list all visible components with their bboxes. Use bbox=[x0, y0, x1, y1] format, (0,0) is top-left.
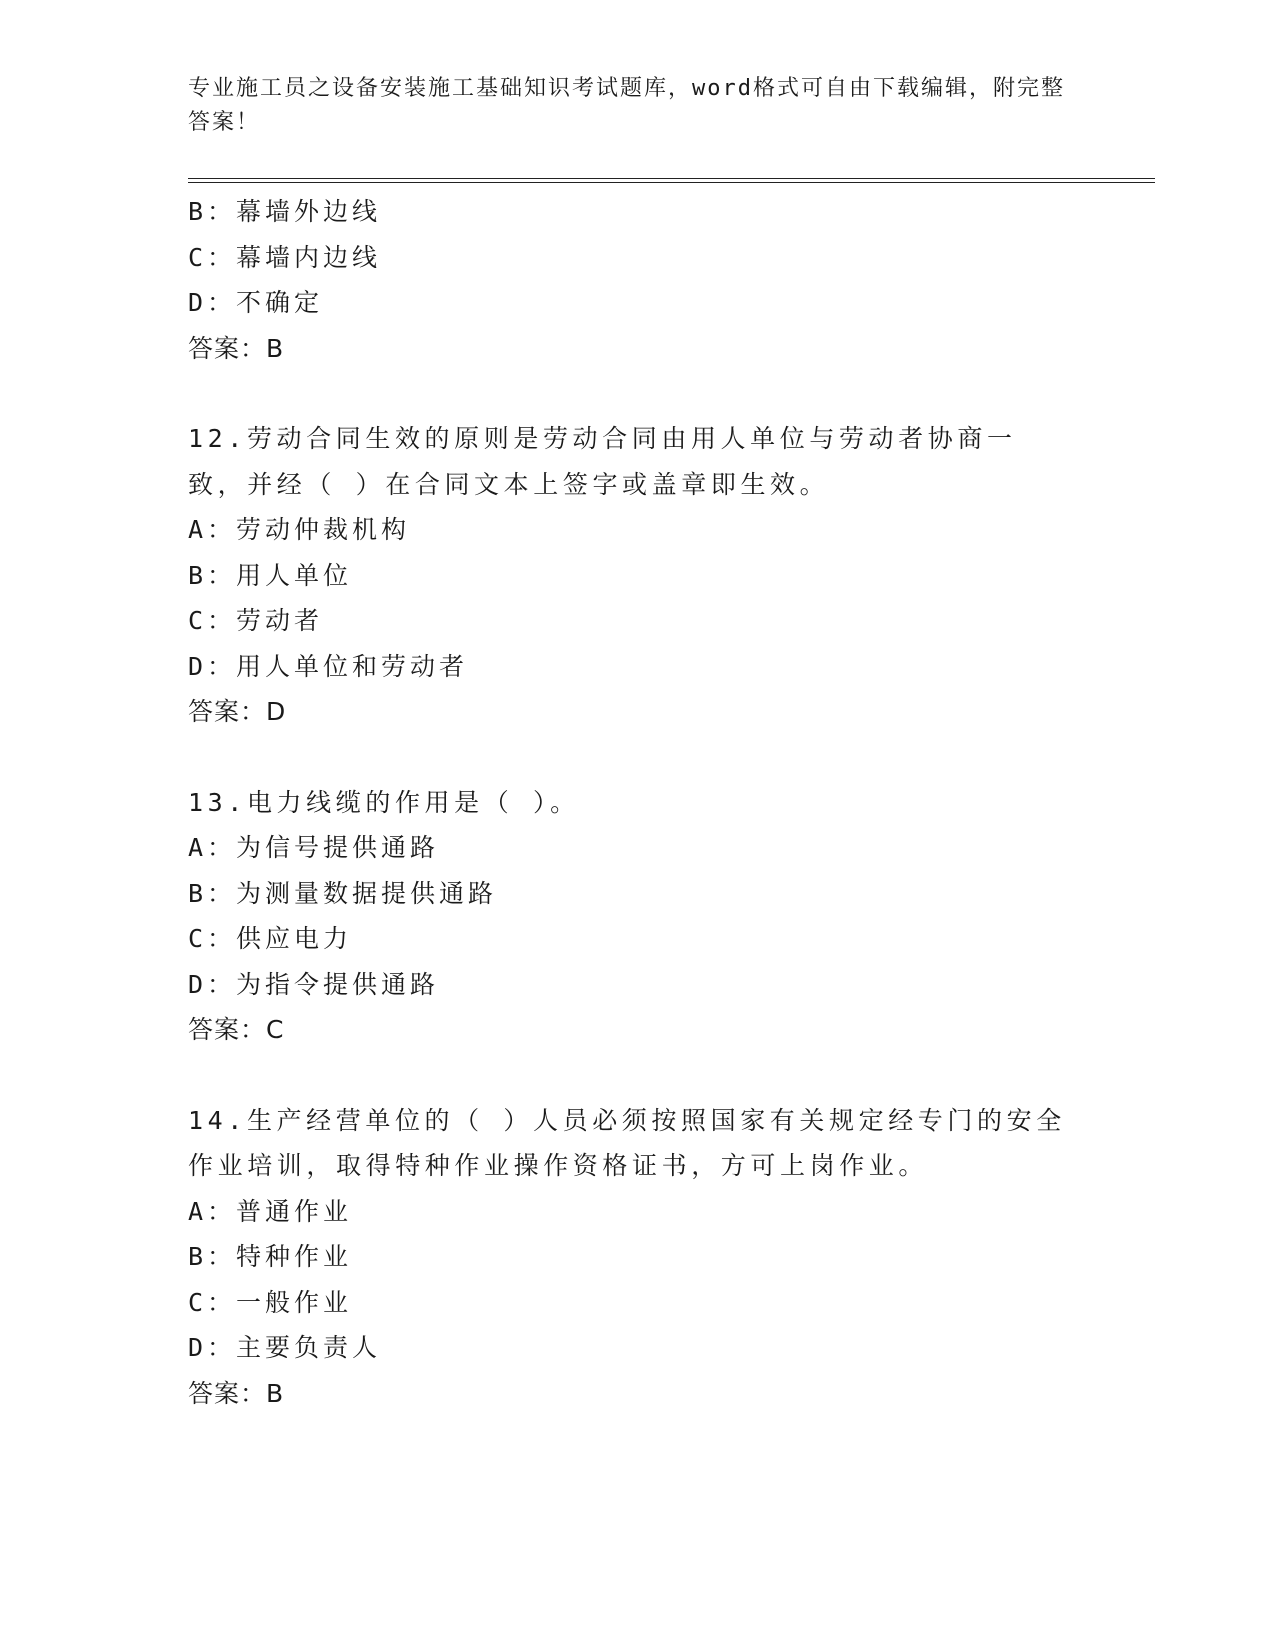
header-divider-top bbox=[188, 178, 1155, 179]
option-d: D：用人单位和劳动者 bbox=[188, 651, 469, 681]
option-a: A：普通作业 bbox=[188, 1196, 353, 1226]
answer-line: 答案：C bbox=[188, 1015, 285, 1044]
option-d: D：不确定 bbox=[188, 288, 324, 317]
question-stem: 12.劳动合同生效的原则是劳动合同由用人单位与劳动者协商一致，并经（ ）在合同文本上签字或盖章即生效。 bbox=[188, 424, 1017, 499]
question-partial bbox=[188, 189, 1088, 371]
option-b: B：特种作业 bbox=[188, 1242, 353, 1271]
answer-line: 答案：B bbox=[188, 1378, 285, 1408]
question-stem: 13.电力线缆的作用是（ ）。 bbox=[188, 787, 580, 817]
option-b: B：幕墙外边线 bbox=[188, 197, 382, 226]
answer-line: 答案：B bbox=[188, 333, 285, 363]
option-a: A：劳动仲裁机构 bbox=[188, 515, 411, 544]
header-divider-bottom bbox=[188, 182, 1155, 183]
question-12 bbox=[188, 416, 1088, 735]
question-stem: 14.生产经营单位的（ ）人员必须按照国家有关规定经专门的安全作业培训，取得特种作业操作资格证书，方可上岗作业。 bbox=[188, 1105, 1066, 1180]
option-d: D：主要负责人 bbox=[188, 1333, 382, 1362]
option-c: C：劳动者 bbox=[188, 606, 324, 635]
option-c: C：幕墙内边线 bbox=[188, 242, 382, 272]
question-14 bbox=[188, 1098, 1088, 1417]
option-c: C：一般作业 bbox=[188, 1287, 353, 1317]
spacer bbox=[188, 735, 1088, 780]
option-b: B：用人单位 bbox=[188, 560, 353, 590]
spacer bbox=[188, 1053, 1088, 1098]
document-header: 专业施工员之设备安装施工基础知识考试题库，word格式可自由下载编辑，附完整答案！ bbox=[188, 76, 1065, 135]
spacer bbox=[188, 371, 1088, 416]
option-b: B：为测量数据提供通路 bbox=[188, 878, 498, 908]
question-13 bbox=[188, 780, 1088, 1053]
option-c: C：供应电力 bbox=[188, 924, 353, 953]
option-d: D：为指令提供通路 bbox=[188, 969, 440, 999]
answer-line: 答案：D bbox=[188, 697, 287, 726]
option-a: A：为信号提供通路 bbox=[188, 833, 440, 862]
document-body bbox=[188, 189, 1088, 1416]
